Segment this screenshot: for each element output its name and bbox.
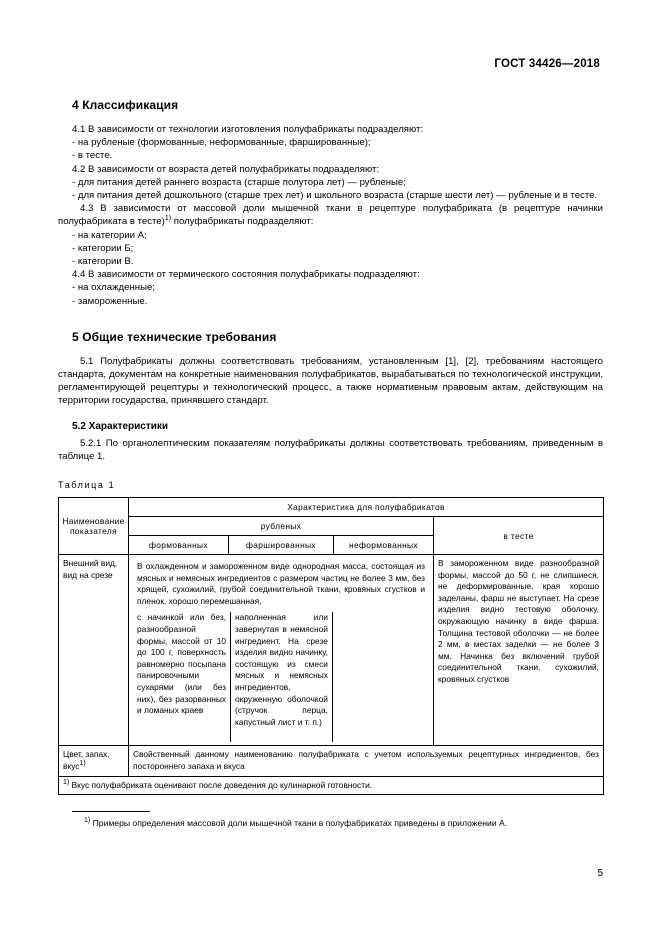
- clause-4-3: [58, 202, 603, 228]
- running-header: ГОСТ 34426—2018: [494, 58, 600, 70]
- table-header: [59, 498, 604, 555]
- appearance-subcolumns: [133, 612, 429, 742]
- clause-4-4: 4.4 В зависимости от термического состояния полуфабрикаты подразделяют:: [72, 269, 420, 281]
- clause-4-3-text-b: полуфабрикаты подразделяют:: [171, 216, 314, 228]
- section-heading-classification: 4 Классификация: [72, 98, 179, 112]
- clause-5-2-1: 5.2.1 По органолептическим показателям полуфабрикаты должны соответствовать требованиям, приведенным в таблице 1.: [58, 437, 603, 462]
- clause-4-2-item-1: - для питания детей раннего возраста (старше полутора лет) — рубленые;: [72, 176, 406, 188]
- table-row: [59, 555, 604, 746]
- header-dough: в тесте: [434, 517, 604, 555]
- table-header-row-2: [59, 517, 604, 536]
- page-footnote-content: [72, 817, 603, 829]
- clause-4-2-item-2: - для питания детей дошкольного (старше трех лет) и школьного возраста (старше шести лет) — рубленые и в тесте.: [72, 190, 598, 202]
- row-name-footnote-marker: 1): [79, 760, 86, 768]
- table-footnote: [59, 776, 604, 795]
- row-name-color-smell-taste-text: Цвет, запах, вкус: [63, 749, 110, 772]
- table-footnote-text: Вкус полуфабриката оценивают после доведения до кулинарной готовности.: [69, 779, 373, 790]
- appearance-dough: В замороженном виде разнообразной формы, массой до 50 г, не слипшиеся, не деформированные, края хорошо заделаны, фарш не выступает. На срезе изделия видно тестовую оболочку, окружающую начинку в виде фарша. Толщина тестовой оболочки — не более 2 мм, в местах заделки — не более 3 мм. Начинка без включений грубой соединительной ткани, сухожилий, кровяных сгустков: [434, 555, 604, 746]
- header-name-column: Наименование показателя: [59, 498, 129, 555]
- clause-5-1: 5.1 Полуфабрикаты должны соответствовать требованиям, установленным [1], [2], требованиям настоящего стандарта, документам на конкретные наименования полуфабрикатов, вырабатываться по технологической инструкции, регламентирующей рецептуры и технологический процесс, а также нормативным правовым актам, действующим на территории государства, принявшего стандарт.: [58, 355, 603, 407]
- row-name-color-smell-taste: [59, 746, 129, 776]
- appearance-stuffed: наполненная или завернутая в немясной ингредиент. На срезе изделия видно начинку, состоящую из смеси мясных и немясных ингредиентов, окруженную оболочкой (стручок перца, капустный лист и т. п.): [230, 612, 332, 742]
- characteristics-table: [58, 497, 604, 795]
- table-header-row-1: [59, 498, 604, 517]
- appearance-formed: с начинкой или без, разнообразной формы, массой от 10 до 100 г, поверхность равномерно посыпана панировочными сухарями (или без них), без разорванных и ломаных краев: [137, 612, 227, 716]
- page-number: 5: [597, 868, 603, 879]
- appearance-shared-intro: В охлажденном и замороженном виде однородная масса, состоящая из мясных и немясных ингредиентов с размером частиц не более 3 мм, без хрящей, сухожилий, грубой соединительной ткани, кровяных сгустков и пленок, хорошо перемешанная,: [137, 561, 425, 606]
- page-footnote-block: [58, 811, 603, 829]
- clause-4-1-item-2: - в тесте.: [72, 150, 113, 162]
- footnote-marker-ref: 1): [164, 215, 172, 223]
- header-sub-formed: формованных: [129, 536, 229, 555]
- table-caption: Таблица 1: [58, 480, 116, 491]
- table-body: [59, 555, 604, 795]
- row-appearance-chopped-group: [129, 555, 434, 746]
- section-heading-general-requirements: 5 Общие технические требования: [72, 329, 277, 344]
- header-group-characteristics: Характеристика для полуфабрикатов: [129, 498, 604, 517]
- header-sub-stuffed: фаршированных: [229, 536, 334, 555]
- subsection-heading-characteristics: 5.2 Характеристики: [72, 420, 169, 432]
- row-name-appearance: Внешний вид, вид на срезе: [59, 555, 129, 746]
- header-chopped: рубленых: [129, 517, 434, 536]
- category-item-b: - категории Б;: [72, 242, 134, 254]
- table-footnote-row: [59, 776, 604, 795]
- table-row: [59, 746, 604, 776]
- clause-4-1-item-1: - на рубленые (формованные, неформованные, фаршированные);: [72, 137, 371, 149]
- clause-4-1: 4.1 В зависимости от технологии изготовления полуфабрикаты подразделяют:: [72, 124, 424, 135]
- appearance-unformed: [332, 612, 429, 742]
- page-footnote-text: Примеры определения массовой доли мышечной ткани в полуфабрикатах приведены в приложении А.: [90, 818, 508, 829]
- category-item-v: - категории В.: [72, 256, 134, 268]
- thermal-item-frozen: - замороженные.: [72, 295, 148, 307]
- color-smell-taste-value: Свойственный данному наименованию полуфабриката с учетом используемых рецептурных ингредиентов, без постороннего запаха и вкуса: [129, 746, 604, 776]
- clause-4-2: 4.2 В зависимости от возраста детей полуфабрикаты подразделяют:: [72, 163, 380, 175]
- category-item-a: - на категории А;: [72, 229, 147, 241]
- footnote-separator-rule: [72, 811, 150, 812]
- header-sub-unformed: неформованных: [334, 536, 434, 555]
- clause-4-3-text-a: 4.3 В зависимости от массовой доли мышечной ткани в рецептуре полуфабриката (в рецептуре начинки полуфабриката в тесте): [58, 203, 603, 228]
- page-footnote-marker: 1): [84, 817, 91, 825]
- thermal-item-chilled: - на охлажденные;: [72, 282, 155, 294]
- table-footnote-marker: 1): [63, 778, 70, 786]
